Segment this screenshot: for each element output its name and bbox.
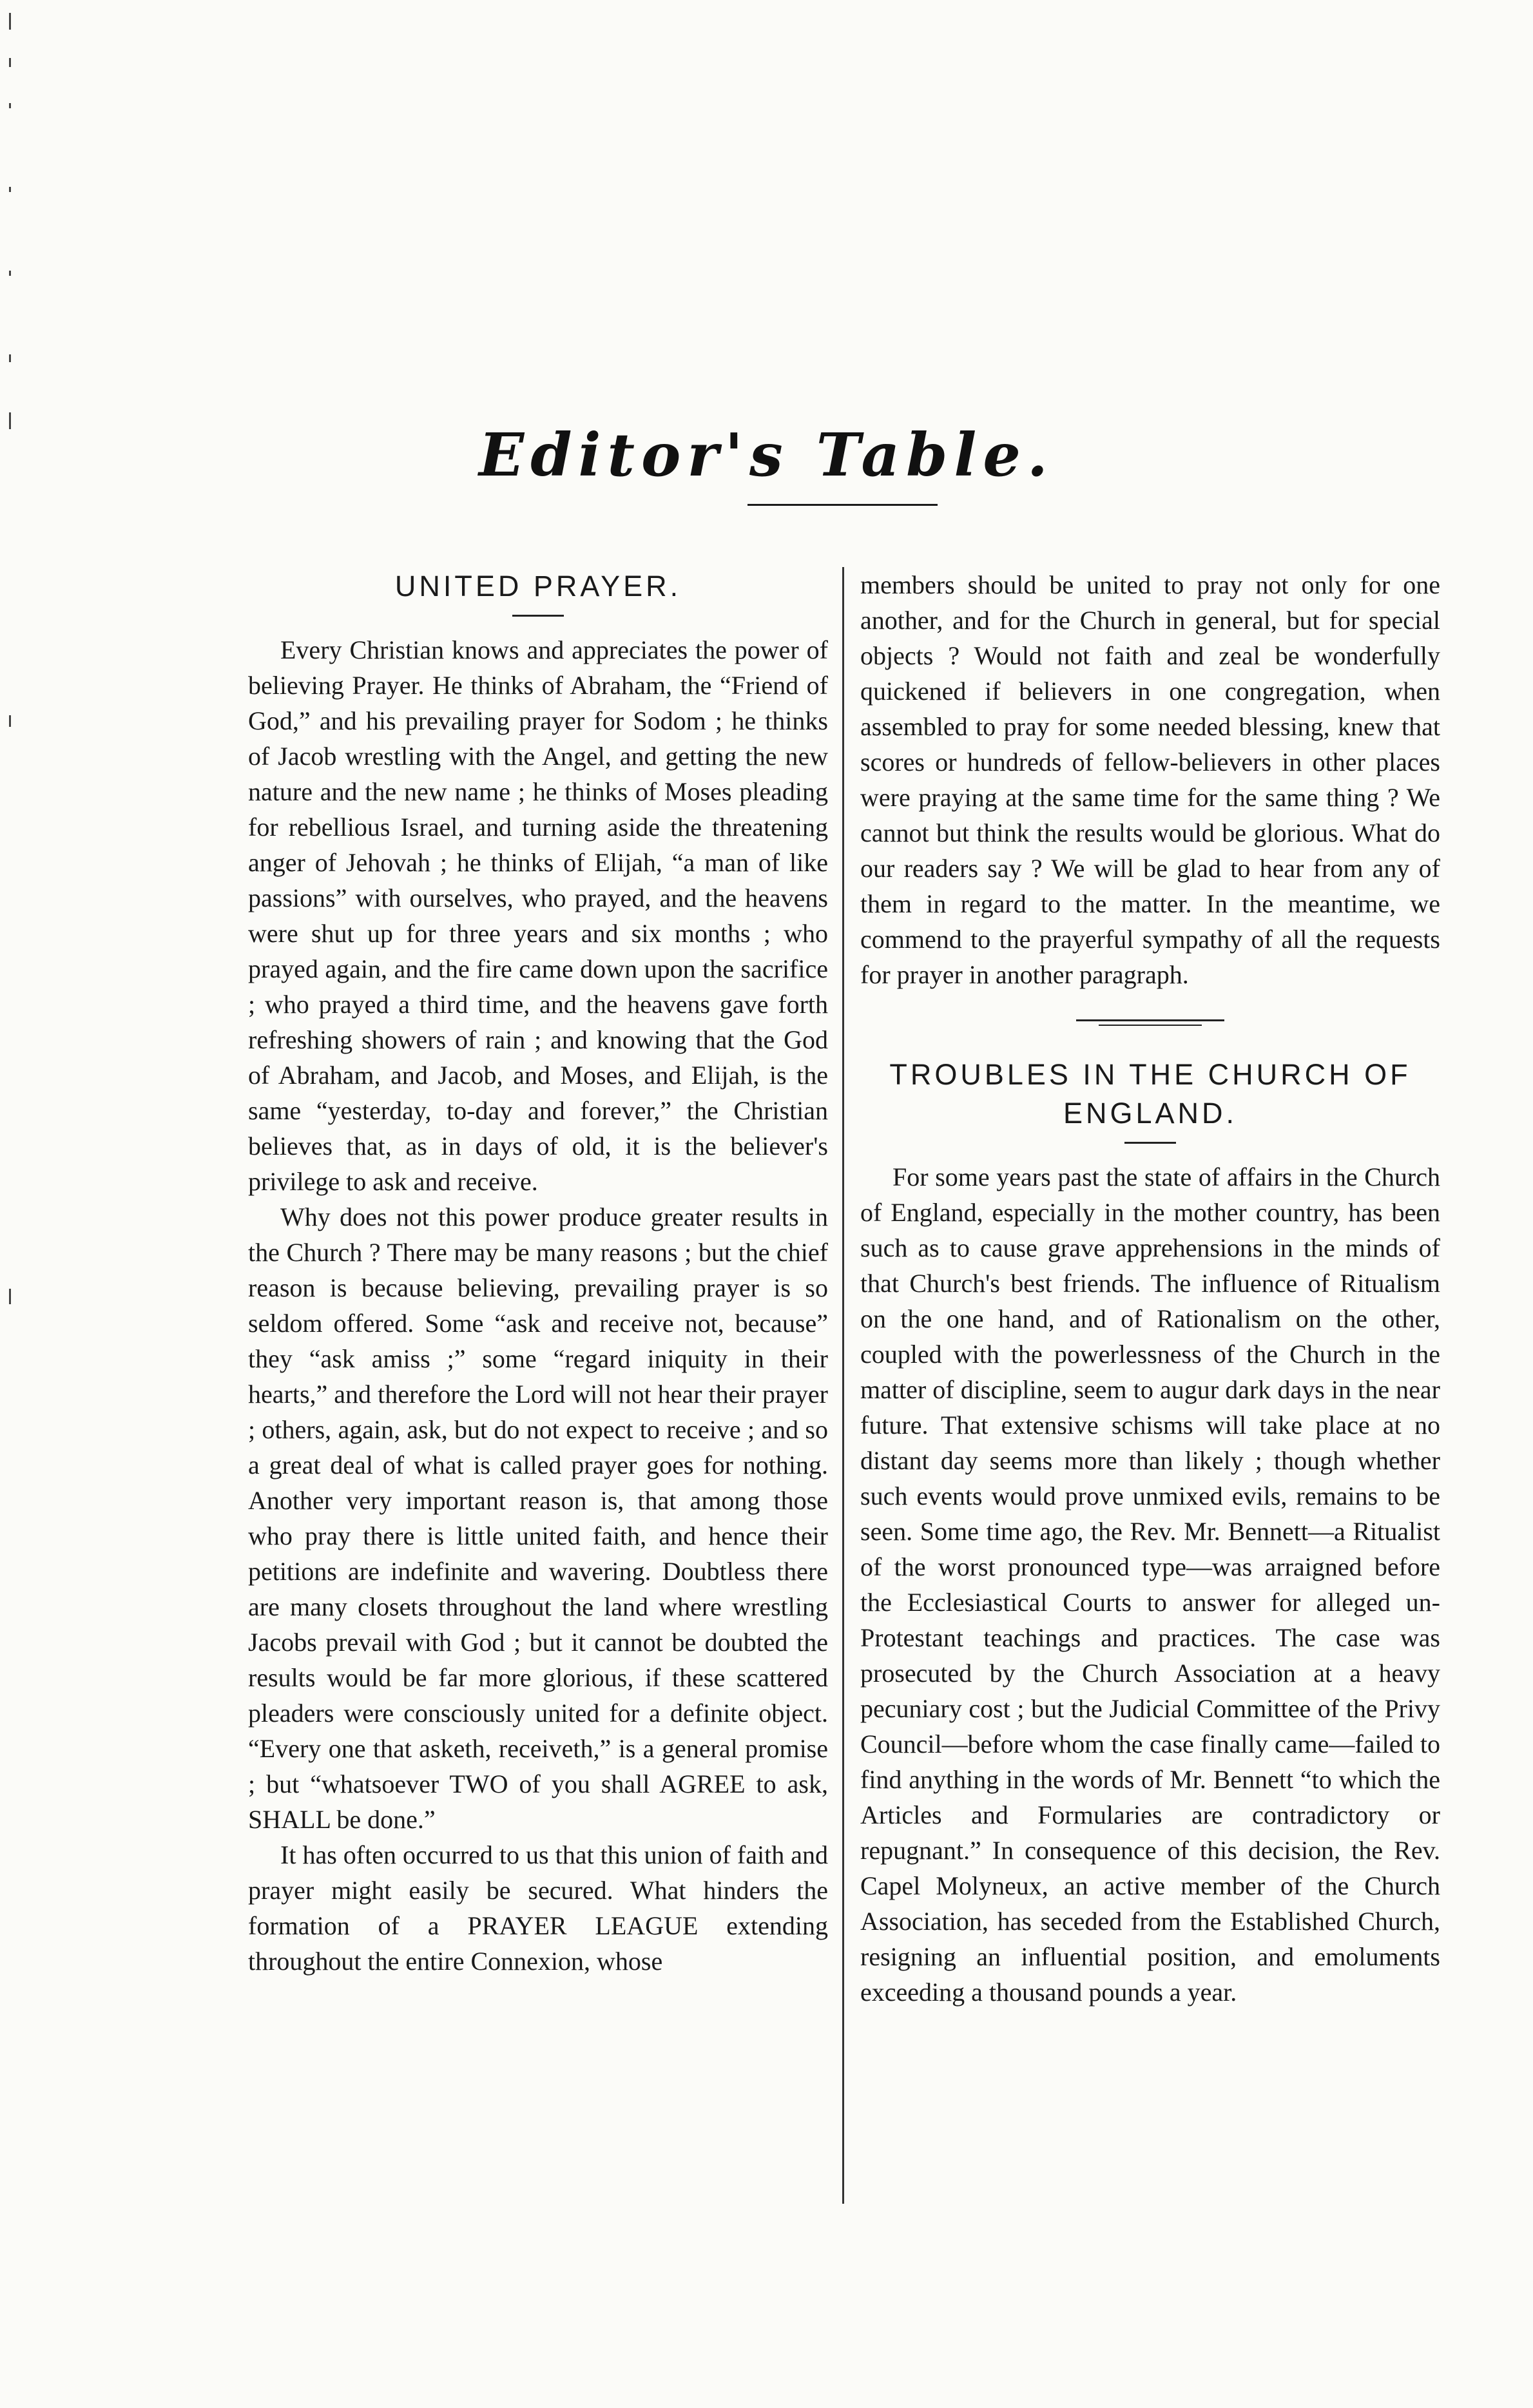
- column-divider: [842, 567, 844, 2204]
- paragraph-3-continued: members should be united to pray not only for one another, and for the Church in general, but for special objects ? Would not faith and zeal be wonderfully quickened if believers in one congregation, when assembled to pray for some needed blessing, knew that scores or hundreds of fellow-believers in other places were praying at the same time for the same thing ? We cannot but think the results would be glorious. What do our readers say ? We will be glad to hear from any of them in regard to the matter. In the meantime, we commend to the prayerful sympathy of all the requests for prayer in another paragraph.: [860, 570, 1440, 989]
- left-column: [248, 567, 828, 1979]
- paragraph-3-start: It has often occurred to us that this union of faith and prayer might easily be secured. What hinders the formation of a PRAYER LEAGUE extending throughout the entire Connexion, whose: [248, 1840, 828, 1976]
- paragraph-troubles: For some years past the state of affairs in the Church of England, especially in the mother country, has been such as to cause grave apprehensions in the minds of that Church's best friends. The influence of Ritualism on the one hand, and of Rationalism on the other, coupled with the powerlessness of the Church in the matter of discipline, seem to augur dark days in the near future. That extensive schisms will take place at no distant day seems more than likely ; though whether such events would prove unmixed evils, remains to be seen. Some time ago, the Rev. Mr. Bennett—a Ritualist of the worst pronounced type—was arraigned before the Ecclesiastical Courts to answer for alleged un-Protestant teachings and practices. The case was prosecuted by the Church Association at a heavy pecuniary cost ; but the Judicial Committee of the Privy Council—before whom the case finally came—failed to find anything in the words of Mr. Bennett “to which the Articles and Formularies are contradictory or repugnant.” In consequence of this decision, the Rev. Capel Molyneux, an active member of the Church Association, has seceded from the Established Church, resigning an influential position, and emoluments exceeding a thousand pounds a year.: [860, 1162, 1440, 2007]
- heading-rule: [747, 504, 938, 506]
- title-underline: [512, 615, 564, 617]
- paragraph-2: Why does not this power produce greater results in the Church ? There may be many reasons ; but the chief reason is because believing, prevailing prayer is so seldom offered. Some “ask and receive not, because” they “ask amiss ;” some “regard iniquity in their hearts,” and therefore the Lord will not hear their prayer ; others, again, ask, but do not expect to receive ; and so a great deal of what is called prayer goes for nothing. Another very important reason is, that among those who pray there is little united faith, and hence their petitions are indefinite and wavering. Doubtless there are many closets throughout the land where wrestling Jacobs prevail with God ; but it cannot be doubted the results would be far more glorious, if these scattered pleaders were consciously united for a definite object. “Every one that asketh, receiveth,” is a general promise ; but “whatsoever TWO of you shall AGREE to ask, SHALL be done.”: [248, 1202, 828, 1834]
- scan-margin-marks: [6, 13, 19, 1366]
- right-column: [860, 567, 1440, 2010]
- section-divider: [860, 1004, 1440, 1036]
- section-title-united-prayer: UNITED PRAYER.: [394, 570, 682, 602]
- title-underline: [1124, 1142, 1176, 1144]
- section-title-troubles: TROUBLES IN THE CHURCH OF ENGLAND.: [889, 1058, 1411, 1130]
- page-heading: Editor's Table.: [479, 419, 1054, 490]
- paragraph-1: Every Christian knows and appreciates the power of believing Prayer. He thinks of Abraham, the “Friend of God,” and his prevailing prayer for Sodom ; he thinks of Jacob wrestling with the Angel, and getting the new nature and the new name ; he thinks of Moses pleading for rebellious Israel, and turning aside the threatening anger of Jehovah ; he thinks of Elijah, “a man of like passions” with ourselves, who prayed, and the heavens were shut up for three years and six months ; who prayed again, and the fire came down upon the sacrifice ; who prayed a third time, and the heavens gave forth refreshing showers of rain ; and knowing that the God of Abraham, and Jacob, and Moses, and Elijah, is the same “yesterday, to-day and forever,” the Christian believes that, as in days of old, it is the believer's privilege to ask and receive.: [248, 635, 828, 1196]
